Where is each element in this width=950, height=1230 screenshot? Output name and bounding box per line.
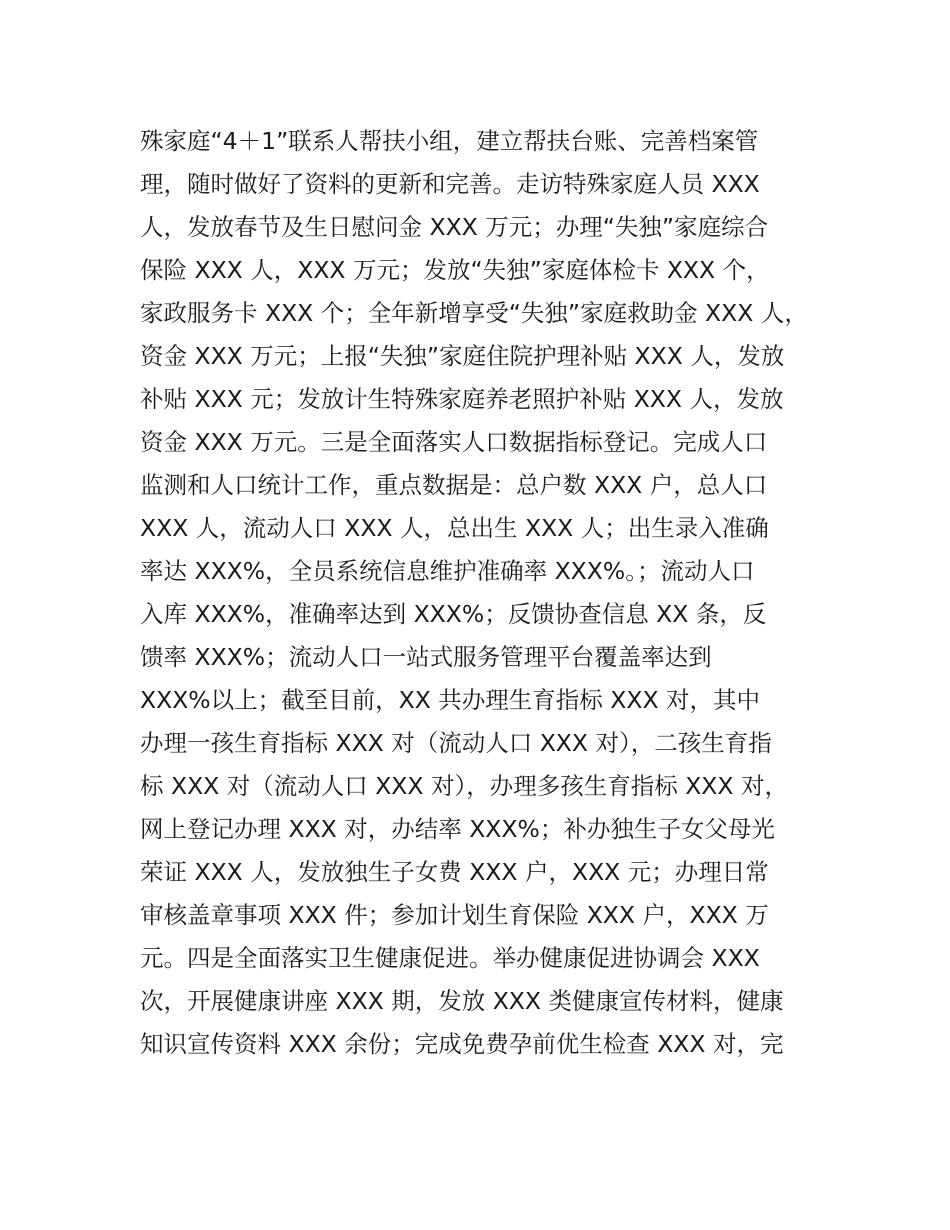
text-line: 监测和人口统计工作，重点数据是：总户数 XXX 户，总人口 — [140, 471, 768, 499]
text-line: 荣证 XXX 人，发放独生子女费 XXX 户，XXX 元；办理日常 — [140, 858, 769, 886]
text-line: 知识宣传资料 XXX 余份；完成免费孕前优生检查 XXX 对，完 — [140, 1030, 784, 1058]
text-line: 网上登记办理 XXX 对，办结率 XXX%；补办独生子女父母光 — [140, 815, 775, 843]
text-line: 入库 XXX%，准确率达到 XXX%；反馈协查信息 XX 条，反 — [140, 600, 767, 628]
text-line: 资金 XXX 万元。三是全面落实人口数据指标登记。完成人口 — [140, 428, 768, 456]
text-line: XXX 人，流动人口 XXX 人，总出生 XXX 人；出生录入准确 — [140, 514, 769, 542]
text-line: 标 XXX 对（流动人口 XXX 对），办理多孩生育指标 XXX 对， — [140, 772, 788, 800]
text-line: 资金 XXX 万元；上报“失独”家庭住院护理补贴 XXX 人，发放 — [140, 342, 785, 370]
text-line: 补贴 XXX 元；发放计生特殊家庭养老照护补贴 XXX 人，发放 — [140, 385, 784, 413]
text-line: 家政服务卡 XXX 个；全年新增享受“失独”家庭救助金 XXX 人， — [140, 299, 808, 327]
text-line: 殊家庭“4＋1”联系人帮扶小组，建立帮扶台账、完善档案管 — [140, 127, 759, 155]
text-line: 办理一孩生育指标 XXX 对（流动人口 XXX 对），二孩生育指 — [140, 729, 772, 757]
text-line: 人，发放春节及生日慰问金 XXX 万元；办理“失独”家庭综合 — [140, 213, 769, 241]
text-line: 元。四是全面落实卫生健康促进。举办健康促进协调会 XXX — [140, 944, 760, 972]
text-line: 理，随时做好了资料的更新和完善。走访特殊家庭人员 XXX — [140, 170, 760, 198]
text-line: 馈率 XXX%；流动人口一站式服务管理平台覆盖率达到 — [140, 643, 712, 671]
text-line: 保险 XXX 人，XXX 万元；发放“失独”家庭体检卡 XXX 个， — [140, 256, 770, 284]
text-line: 率达 XXX%，全员系统信息维护准确率 XXX%。；流动人口 — [140, 557, 755, 585]
text-line: XXX%以上；截至目前，XX 共办理生育指标 XXX 对，其中 — [140, 686, 761, 714]
text-line: 次，开展健康讲座 XXX 期，发放 XXX 类健康宣传材料，健康 — [140, 987, 784, 1015]
text-line: 审核盖章事项 XXX 件；参加计划生育保险 XXX 户，XXX 万 — [140, 901, 769, 929]
body-paragraph — [140, 120, 840, 1066]
